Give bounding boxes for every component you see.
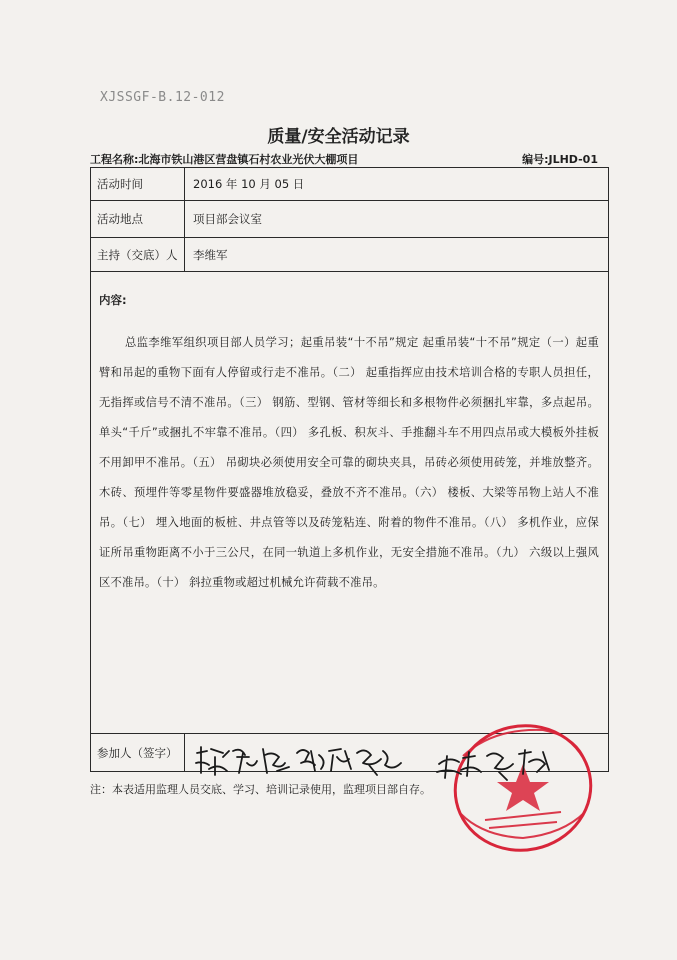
row-host xyxy=(91,238,608,272)
activity-time-value: 2016 年 10 月 05 日 xyxy=(193,177,305,191)
row-activity-location xyxy=(91,201,608,238)
page-title: 质量/安全活动记录 xyxy=(267,127,410,147)
content-body: 总监李维军组织项目部人员学习；起重吊装“十不吊”规定 起重吊装“十不吊”规定（一）起重臂和吊起的重物下面有人停留或行走不准吊。（二） 起重指挥应由技术培训合格的专职人员担任，无指挥或信号不清不准吊。（三） 钢筋、型钢、管材等细长和多根物件必须捆扎牢靠，多点起吊。单头“千斤”或捆扎不牢靠不准吊。（四） 多孔板、积灰斗、手推翻斗车不用四点吊或大模板外挂板不用卸甲不准吊。（五） 吊砌块必须使用安全可靠的砌块夹具，吊砖必须使用砖笼，并堆放整齐。木砖、预埋件等零星物件要盛器堆放稳妥，叠放不齐不准吊。（六） 楼板、大梁等吊物上站人不准吊。（七） 埋入地面的板桩、井点管等以及砖笼粘连、附着的物件不准吊。（八） 多机作业，应保证所吊重物距离不小于三公尺，在同一轨道上多机作业，无安全措施不准吊。（九） 六级以上强风区不准吊。（十） 斜拉重物或超过机械允许荷载不准吊。 xyxy=(99,336,599,589)
form-code: XJSSGF-B.12-012 xyxy=(100,90,225,105)
row-activity-time xyxy=(91,168,608,201)
participants-label: 参加人（签字） xyxy=(91,734,185,771)
activity-location-value: 项目部会议室 xyxy=(193,212,262,226)
host-value: 李维军 xyxy=(193,247,228,262)
record-form-table xyxy=(90,167,609,772)
content-label: 内容: xyxy=(99,293,127,307)
host-label: 主持（交底）人 xyxy=(91,238,185,271)
activity-location-label: 活动地点 xyxy=(91,201,185,237)
activity-time-label: 活动时间 xyxy=(91,168,185,200)
record-number: 编号:JLHD-01 xyxy=(522,153,598,166)
handwritten-signatures xyxy=(193,743,413,783)
project-name: 工程名称:北海市铁山港区营盘镇石村农业光伏大棚项目 xyxy=(90,153,359,166)
footnote: 注：本表适用监理人员交底、学习、培训记录使用，监理项目部自存。 xyxy=(90,783,431,796)
